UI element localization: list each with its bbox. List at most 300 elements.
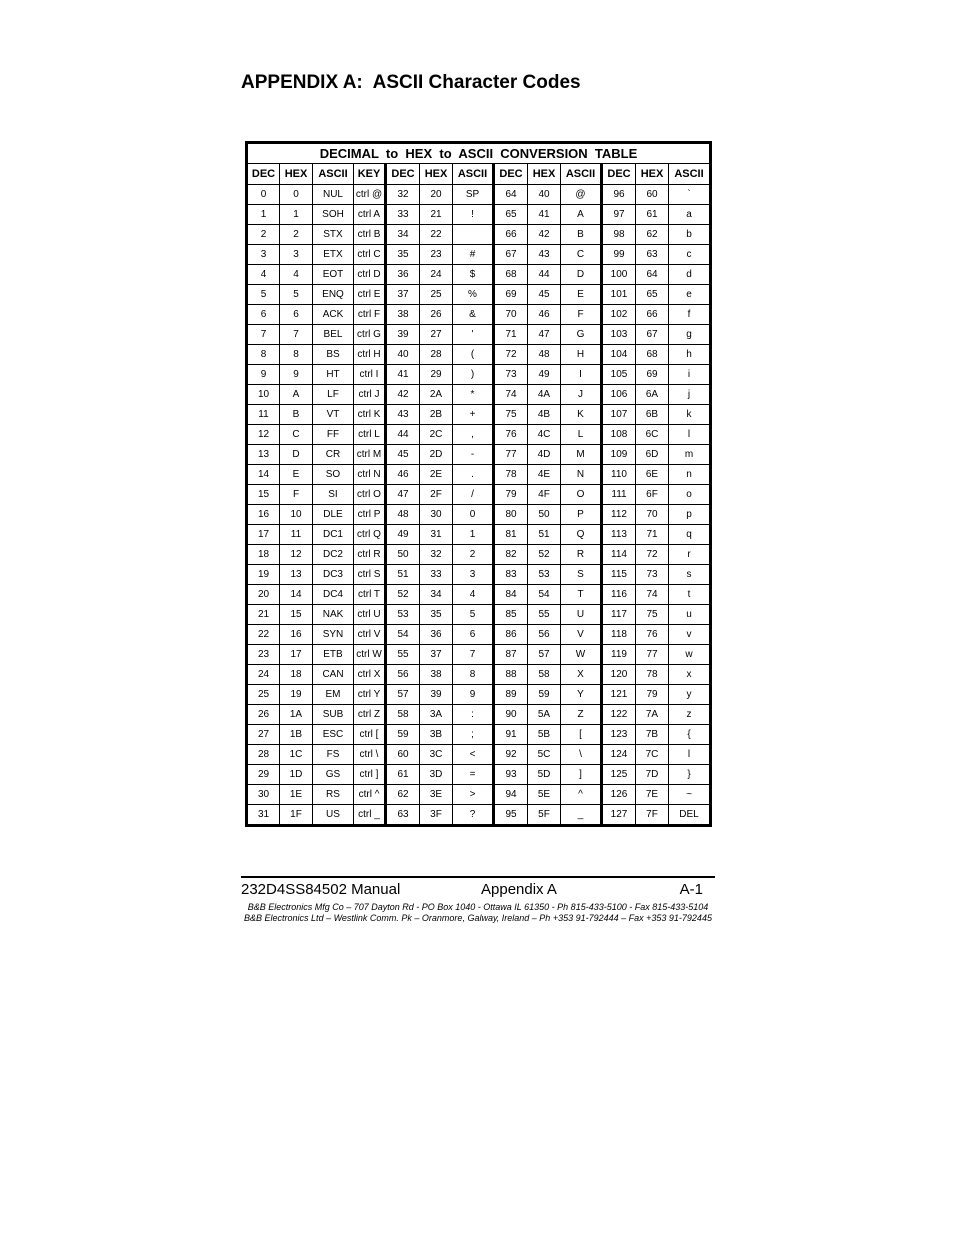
table-cell: w bbox=[669, 645, 711, 665]
table-cell: ctrl X bbox=[354, 665, 386, 685]
table-cell: 67 bbox=[494, 245, 528, 265]
table-cell: ctrl ] bbox=[354, 765, 386, 785]
table-cell: ctrl L bbox=[354, 425, 386, 445]
table-cell: ctrl Y bbox=[354, 685, 386, 705]
table-cell: 4E bbox=[528, 465, 561, 485]
table-cell: L bbox=[561, 425, 602, 445]
column-header: HEX bbox=[280, 164, 313, 185]
table-cell: 120 bbox=[602, 665, 636, 685]
table-cell: 62 bbox=[636, 225, 669, 245]
table-cell: 70 bbox=[494, 305, 528, 325]
table-cell: 110 bbox=[602, 465, 636, 485]
table-cell: s bbox=[669, 565, 711, 585]
table-cell: 78 bbox=[636, 665, 669, 685]
table-cell: 4B bbox=[528, 405, 561, 425]
table-cell: 65 bbox=[494, 205, 528, 225]
table-cell: ctrl U bbox=[354, 605, 386, 625]
table-cell: 46 bbox=[386, 465, 420, 485]
table-cell: 20 bbox=[420, 185, 453, 205]
table-row bbox=[247, 465, 711, 485]
column-header: KEY bbox=[354, 164, 386, 185]
table-cell: X bbox=[561, 665, 602, 685]
table-cell: 7C bbox=[636, 745, 669, 765]
table-cell: 12 bbox=[247, 425, 280, 445]
table-cell: 99 bbox=[602, 245, 636, 265]
table-cell: 0 bbox=[280, 185, 313, 205]
table-cell: 34 bbox=[420, 585, 453, 605]
table-cell: 19 bbox=[280, 685, 313, 705]
table-cell: 75 bbox=[494, 405, 528, 425]
table-cell: 115 bbox=[602, 565, 636, 585]
table-cell: ctrl N bbox=[354, 465, 386, 485]
table-cell: ctrl ^ bbox=[354, 785, 386, 805]
table-cell: 40 bbox=[386, 345, 420, 365]
table-cell: 69 bbox=[494, 285, 528, 305]
table-cell: 5 bbox=[280, 285, 313, 305]
table-cell: ! bbox=[453, 205, 494, 225]
table-cell: 28 bbox=[247, 745, 280, 765]
table-cell: 37 bbox=[386, 285, 420, 305]
table-cell: 87 bbox=[494, 645, 528, 665]
table-cell: 49 bbox=[386, 525, 420, 545]
table-cell: 72 bbox=[636, 545, 669, 565]
table-cell: 75 bbox=[636, 605, 669, 625]
table-row bbox=[247, 565, 711, 585]
table-row bbox=[247, 705, 711, 725]
table-cell: GS bbox=[313, 765, 354, 785]
table-cell: b bbox=[669, 225, 711, 245]
table-cell: ` bbox=[669, 185, 711, 205]
table-cell: 63 bbox=[386, 805, 420, 826]
table-row bbox=[247, 425, 711, 445]
table-cell: HT bbox=[313, 365, 354, 385]
table-cell: STX bbox=[313, 225, 354, 245]
table-cell: 64 bbox=[636, 265, 669, 285]
table-row bbox=[247, 305, 711, 325]
table-cell: 102 bbox=[602, 305, 636, 325]
table-cell: DLE bbox=[313, 505, 354, 525]
table-cell: ctrl R bbox=[354, 545, 386, 565]
table-cell: ~ bbox=[669, 785, 711, 805]
table-cell: U bbox=[561, 605, 602, 625]
table-cell: CAN bbox=[313, 665, 354, 685]
table-cell: J bbox=[561, 385, 602, 405]
table-cell: \ bbox=[561, 745, 602, 765]
table-cell: C bbox=[280, 425, 313, 445]
table-cell: 17 bbox=[280, 645, 313, 665]
table-cell: 31 bbox=[247, 805, 280, 826]
table-cell: 11 bbox=[247, 405, 280, 425]
table-cell: 21 bbox=[247, 605, 280, 625]
table-cell: Q bbox=[561, 525, 602, 545]
table-cell: 62 bbox=[386, 785, 420, 805]
table-cell: DC2 bbox=[313, 545, 354, 565]
table-cell: ctrl Z bbox=[354, 705, 386, 725]
table-cell: ctrl _ bbox=[354, 805, 386, 826]
table-cell: Y bbox=[561, 685, 602, 705]
table-cell: 5F bbox=[528, 805, 561, 826]
table-cell: 73 bbox=[494, 365, 528, 385]
table-cell: VT bbox=[313, 405, 354, 425]
table-cell: 29 bbox=[247, 765, 280, 785]
table-cell: 5 bbox=[247, 285, 280, 305]
table-cell: 79 bbox=[494, 485, 528, 505]
table-cell: 56 bbox=[386, 665, 420, 685]
table-cell: ctrl T bbox=[354, 585, 386, 605]
table-cell: { bbox=[669, 725, 711, 745]
table-cell: ctrl I bbox=[354, 365, 386, 385]
table-cell: BS bbox=[313, 345, 354, 365]
table-cell: 103 bbox=[602, 325, 636, 345]
table-row bbox=[247, 745, 711, 765]
table-cell: 24 bbox=[247, 665, 280, 685]
column-header: HEX bbox=[636, 164, 669, 185]
table-cell: 2 bbox=[247, 225, 280, 245]
table-cell: 57 bbox=[528, 645, 561, 665]
table-cell: ctrl M bbox=[354, 445, 386, 465]
table-cell: SP bbox=[453, 185, 494, 205]
table-cell: 73 bbox=[636, 565, 669, 585]
table-cell: v bbox=[669, 625, 711, 645]
table-cell: 89 bbox=[494, 685, 528, 705]
table-cell: 32 bbox=[420, 545, 453, 565]
table-cell: 30 bbox=[247, 785, 280, 805]
table-cell: RS bbox=[313, 785, 354, 805]
table-row bbox=[247, 805, 711, 826]
table-cell: CR bbox=[313, 445, 354, 465]
table-cell: 16 bbox=[280, 625, 313, 645]
table-cell: 5A bbox=[528, 705, 561, 725]
column-header: DEC bbox=[602, 164, 636, 185]
table-row bbox=[247, 365, 711, 385]
table-cell: BEL bbox=[313, 325, 354, 345]
table-cell: DC1 bbox=[313, 525, 354, 545]
table-cell: 25 bbox=[420, 285, 453, 305]
table-cell: 77 bbox=[636, 645, 669, 665]
table-cell: 29 bbox=[420, 365, 453, 385]
table-cell: @ bbox=[561, 185, 602, 205]
table-cell: 13 bbox=[247, 445, 280, 465]
page-title: APPENDIX A: ASCII Character Codes bbox=[241, 72, 581, 93]
table-cell: 1D bbox=[280, 765, 313, 785]
table-cell: 118 bbox=[602, 625, 636, 645]
table-cell: ctrl \ bbox=[354, 745, 386, 765]
table-cell: 6 bbox=[453, 625, 494, 645]
table-cell: 8 bbox=[247, 345, 280, 365]
table-cell: 4D bbox=[528, 445, 561, 465]
table-cell: 28 bbox=[420, 345, 453, 365]
table-cell: M bbox=[561, 445, 602, 465]
table-cell: 44 bbox=[386, 425, 420, 445]
table-cell: 38 bbox=[420, 665, 453, 685]
table-cell: 81 bbox=[494, 525, 528, 545]
table-cell: 7 bbox=[453, 645, 494, 665]
table-cell: g bbox=[669, 325, 711, 345]
table-cell: 4C bbox=[528, 425, 561, 445]
footer-address-us: B&B Electronics Mfg Co – 707 Dayton Rd - PO Box 1040 - Ottawa IL 61350 - Ph 815-433-5100 - Fax 815-433-5104 bbox=[247, 902, 709, 912]
table-cell: 43 bbox=[386, 405, 420, 425]
table-cell: 3 bbox=[453, 565, 494, 585]
table-cell: ( bbox=[453, 345, 494, 365]
table-cell: FS bbox=[313, 745, 354, 765]
table-cell: W bbox=[561, 645, 602, 665]
table-cell: 61 bbox=[386, 765, 420, 785]
table-row bbox=[247, 325, 711, 345]
table-cell: ctrl Q bbox=[354, 525, 386, 545]
table-cell: I bbox=[561, 365, 602, 385]
table-cell: 79 bbox=[636, 685, 669, 705]
table-cell: EM bbox=[313, 685, 354, 705]
table-cell: 66 bbox=[494, 225, 528, 245]
table-cell: ctrl C bbox=[354, 245, 386, 265]
table-cell: 59 bbox=[386, 725, 420, 745]
table-cell: 4 bbox=[453, 585, 494, 605]
table-cell: 57 bbox=[386, 685, 420, 705]
table-cell: 41 bbox=[528, 205, 561, 225]
table-cell: 2 bbox=[280, 225, 313, 245]
table-cell: 49 bbox=[528, 365, 561, 385]
table-cell: A bbox=[280, 385, 313, 405]
table-cell: 112 bbox=[602, 505, 636, 525]
table-cell: 5E bbox=[528, 785, 561, 805]
table-cell: 30 bbox=[420, 505, 453, 525]
table-cell: 45 bbox=[528, 285, 561, 305]
table-cell: ctrl G bbox=[354, 325, 386, 345]
table-cell: 50 bbox=[528, 505, 561, 525]
table-cell: # bbox=[453, 245, 494, 265]
table-cell: t bbox=[669, 585, 711, 605]
table-cell: 13 bbox=[280, 565, 313, 585]
table-row bbox=[247, 525, 711, 545]
table-row bbox=[247, 265, 711, 285]
table-cell: 53 bbox=[386, 605, 420, 625]
table-cell: 2B bbox=[420, 405, 453, 425]
table-cell: 3 bbox=[280, 245, 313, 265]
table-cell: 78 bbox=[494, 465, 528, 485]
table-cell: ctrl P bbox=[354, 505, 386, 525]
table-cell: 15 bbox=[247, 485, 280, 505]
table-cell: 35 bbox=[386, 245, 420, 265]
table-cell: 94 bbox=[494, 785, 528, 805]
table-cell: SI bbox=[313, 485, 354, 505]
table-cell: 116 bbox=[602, 585, 636, 605]
table-cell: 37 bbox=[420, 645, 453, 665]
table-cell: 3F bbox=[420, 805, 453, 826]
table-cell: 8 bbox=[453, 665, 494, 685]
table-cell: ] bbox=[561, 765, 602, 785]
table-row bbox=[247, 445, 711, 465]
table-cell: 9 bbox=[453, 685, 494, 705]
column-header: HEX bbox=[528, 164, 561, 185]
table-cell: 71 bbox=[636, 525, 669, 545]
table-cell: 60 bbox=[636, 185, 669, 205]
table-cell: 6E bbox=[636, 465, 669, 485]
table-cell: 80 bbox=[494, 505, 528, 525]
table-row bbox=[247, 785, 711, 805]
table-cell: 48 bbox=[386, 505, 420, 525]
table-row bbox=[247, 645, 711, 665]
table-cell: ETB bbox=[313, 645, 354, 665]
table-cell: o bbox=[669, 485, 711, 505]
table-cell: 85 bbox=[494, 605, 528, 625]
table-cell: 31 bbox=[420, 525, 453, 545]
table-cell: ^ bbox=[561, 785, 602, 805]
table-cell: 43 bbox=[528, 245, 561, 265]
table-cell: x bbox=[669, 665, 711, 685]
table-cell: ctrl J bbox=[354, 385, 386, 405]
table-cell: Z bbox=[561, 705, 602, 725]
table-cell: 1B bbox=[280, 725, 313, 745]
table-cell: 98 bbox=[602, 225, 636, 245]
table-cell: ctrl E bbox=[354, 285, 386, 305]
table-cell: 19 bbox=[247, 565, 280, 585]
table-cell: 3E bbox=[420, 785, 453, 805]
table-cell: FF bbox=[313, 425, 354, 445]
table-cell: 60 bbox=[386, 745, 420, 765]
table-row bbox=[247, 765, 711, 785]
column-header: ASCII bbox=[453, 164, 494, 185]
ascii-conversion-table bbox=[245, 141, 712, 827]
table-cell: r bbox=[669, 545, 711, 565]
table-cell: DC4 bbox=[313, 585, 354, 605]
table-cell: 124 bbox=[602, 745, 636, 765]
table-cell: SOH bbox=[313, 205, 354, 225]
table-cell: 47 bbox=[528, 325, 561, 345]
table-cell: 11 bbox=[280, 525, 313, 545]
table-cell: 40 bbox=[528, 185, 561, 205]
table-cell: 106 bbox=[602, 385, 636, 405]
table-cell: 64 bbox=[494, 185, 528, 205]
table-cell: 22 bbox=[420, 225, 453, 245]
table-cell: 44 bbox=[528, 265, 561, 285]
table-cell: 2C bbox=[420, 425, 453, 445]
table-cell: 23 bbox=[420, 245, 453, 265]
table-cell: 34 bbox=[386, 225, 420, 245]
table-row bbox=[247, 505, 711, 525]
table-cell: 6F bbox=[636, 485, 669, 505]
table-row bbox=[247, 185, 711, 205]
table-cell: 90 bbox=[494, 705, 528, 725]
table-cell: SO bbox=[313, 465, 354, 485]
table-cell: z bbox=[669, 705, 711, 725]
table-cell: 42 bbox=[386, 385, 420, 405]
table-cell: 58 bbox=[386, 705, 420, 725]
table-cell: 4A bbox=[528, 385, 561, 405]
table-cell: 86 bbox=[494, 625, 528, 645]
table-cell: 95 bbox=[494, 805, 528, 826]
table-cell: 74 bbox=[636, 585, 669, 605]
table-cell: y bbox=[669, 685, 711, 705]
table-cell: 6D bbox=[636, 445, 669, 465]
column-header: DEC bbox=[386, 164, 420, 185]
table-cell: _ bbox=[561, 805, 602, 826]
table-cell: B bbox=[561, 225, 602, 245]
table-cell: e bbox=[669, 285, 711, 305]
table-cell: LF bbox=[313, 385, 354, 405]
table-cell: ' bbox=[453, 325, 494, 345]
table-cell: 121 bbox=[602, 685, 636, 705]
table-cell: H bbox=[561, 345, 602, 365]
column-header: DEC bbox=[247, 164, 280, 185]
table-cell: 52 bbox=[528, 545, 561, 565]
table-cell: 119 bbox=[602, 645, 636, 665]
table-cell: 6B bbox=[636, 405, 669, 425]
table-cell: N bbox=[561, 465, 602, 485]
table-cell: , bbox=[453, 425, 494, 445]
table-row bbox=[247, 685, 711, 705]
table-cell: $ bbox=[453, 265, 494, 285]
table-cell: = bbox=[453, 765, 494, 785]
table-cell: 59 bbox=[528, 685, 561, 705]
table-cell: ACK bbox=[313, 305, 354, 325]
table-cell: h bbox=[669, 345, 711, 365]
table-cell: ENQ bbox=[313, 285, 354, 305]
table-cell: ; bbox=[453, 725, 494, 745]
table-cell: < bbox=[453, 745, 494, 765]
table-cell: 50 bbox=[386, 545, 420, 565]
table-cell: 14 bbox=[247, 465, 280, 485]
table-cell: ? bbox=[453, 805, 494, 826]
table-cell: 32 bbox=[386, 185, 420, 205]
table-cell: ctrl F bbox=[354, 305, 386, 325]
table-row bbox=[247, 585, 711, 605]
table-cell: 66 bbox=[636, 305, 669, 325]
table-cell: m bbox=[669, 445, 711, 465]
table-cell: 7A bbox=[636, 705, 669, 725]
column-header: ASCII bbox=[669, 164, 711, 185]
table-cell: 54 bbox=[528, 585, 561, 605]
table-cell: 2F bbox=[420, 485, 453, 505]
table-row bbox=[247, 725, 711, 745]
table-cell: 33 bbox=[386, 205, 420, 225]
table-cell: n bbox=[669, 465, 711, 485]
table-cell: DC3 bbox=[313, 565, 354, 585]
table-cell: 2 bbox=[453, 545, 494, 565]
table-cell: 0 bbox=[247, 185, 280, 205]
table-cell: 122 bbox=[602, 705, 636, 725]
table-cell: 107 bbox=[602, 405, 636, 425]
table-cell: 82 bbox=[494, 545, 528, 565]
table-cell: d bbox=[669, 265, 711, 285]
table-cell: 2D bbox=[420, 445, 453, 465]
footer-line bbox=[241, 881, 715, 901]
table-cell: 123 bbox=[602, 725, 636, 745]
table-cell: ctrl D bbox=[354, 265, 386, 285]
table-cell: > bbox=[453, 785, 494, 805]
table-cell: 4F bbox=[528, 485, 561, 505]
table-cell: ctrl S bbox=[354, 565, 386, 585]
table-cell: 108 bbox=[602, 425, 636, 445]
table-cell: 92 bbox=[494, 745, 528, 765]
table-row bbox=[247, 545, 711, 565]
table-cell: 71 bbox=[494, 325, 528, 345]
table-cell: ctrl [ bbox=[354, 725, 386, 745]
table-cell: O bbox=[561, 485, 602, 505]
table-cell: 1 bbox=[453, 525, 494, 545]
table-cell: q bbox=[669, 525, 711, 545]
table-cell: p bbox=[669, 505, 711, 525]
table-cell: T bbox=[561, 585, 602, 605]
table-cell: 35 bbox=[420, 605, 453, 625]
table-cell: j bbox=[669, 385, 711, 405]
table-cell: 76 bbox=[636, 625, 669, 645]
table-cell: ctrl B bbox=[354, 225, 386, 245]
table-cell: 111 bbox=[602, 485, 636, 505]
table-cell: A bbox=[561, 205, 602, 225]
table-cell: 70 bbox=[636, 505, 669, 525]
table-row bbox=[247, 605, 711, 625]
table-cell: 68 bbox=[494, 265, 528, 285]
